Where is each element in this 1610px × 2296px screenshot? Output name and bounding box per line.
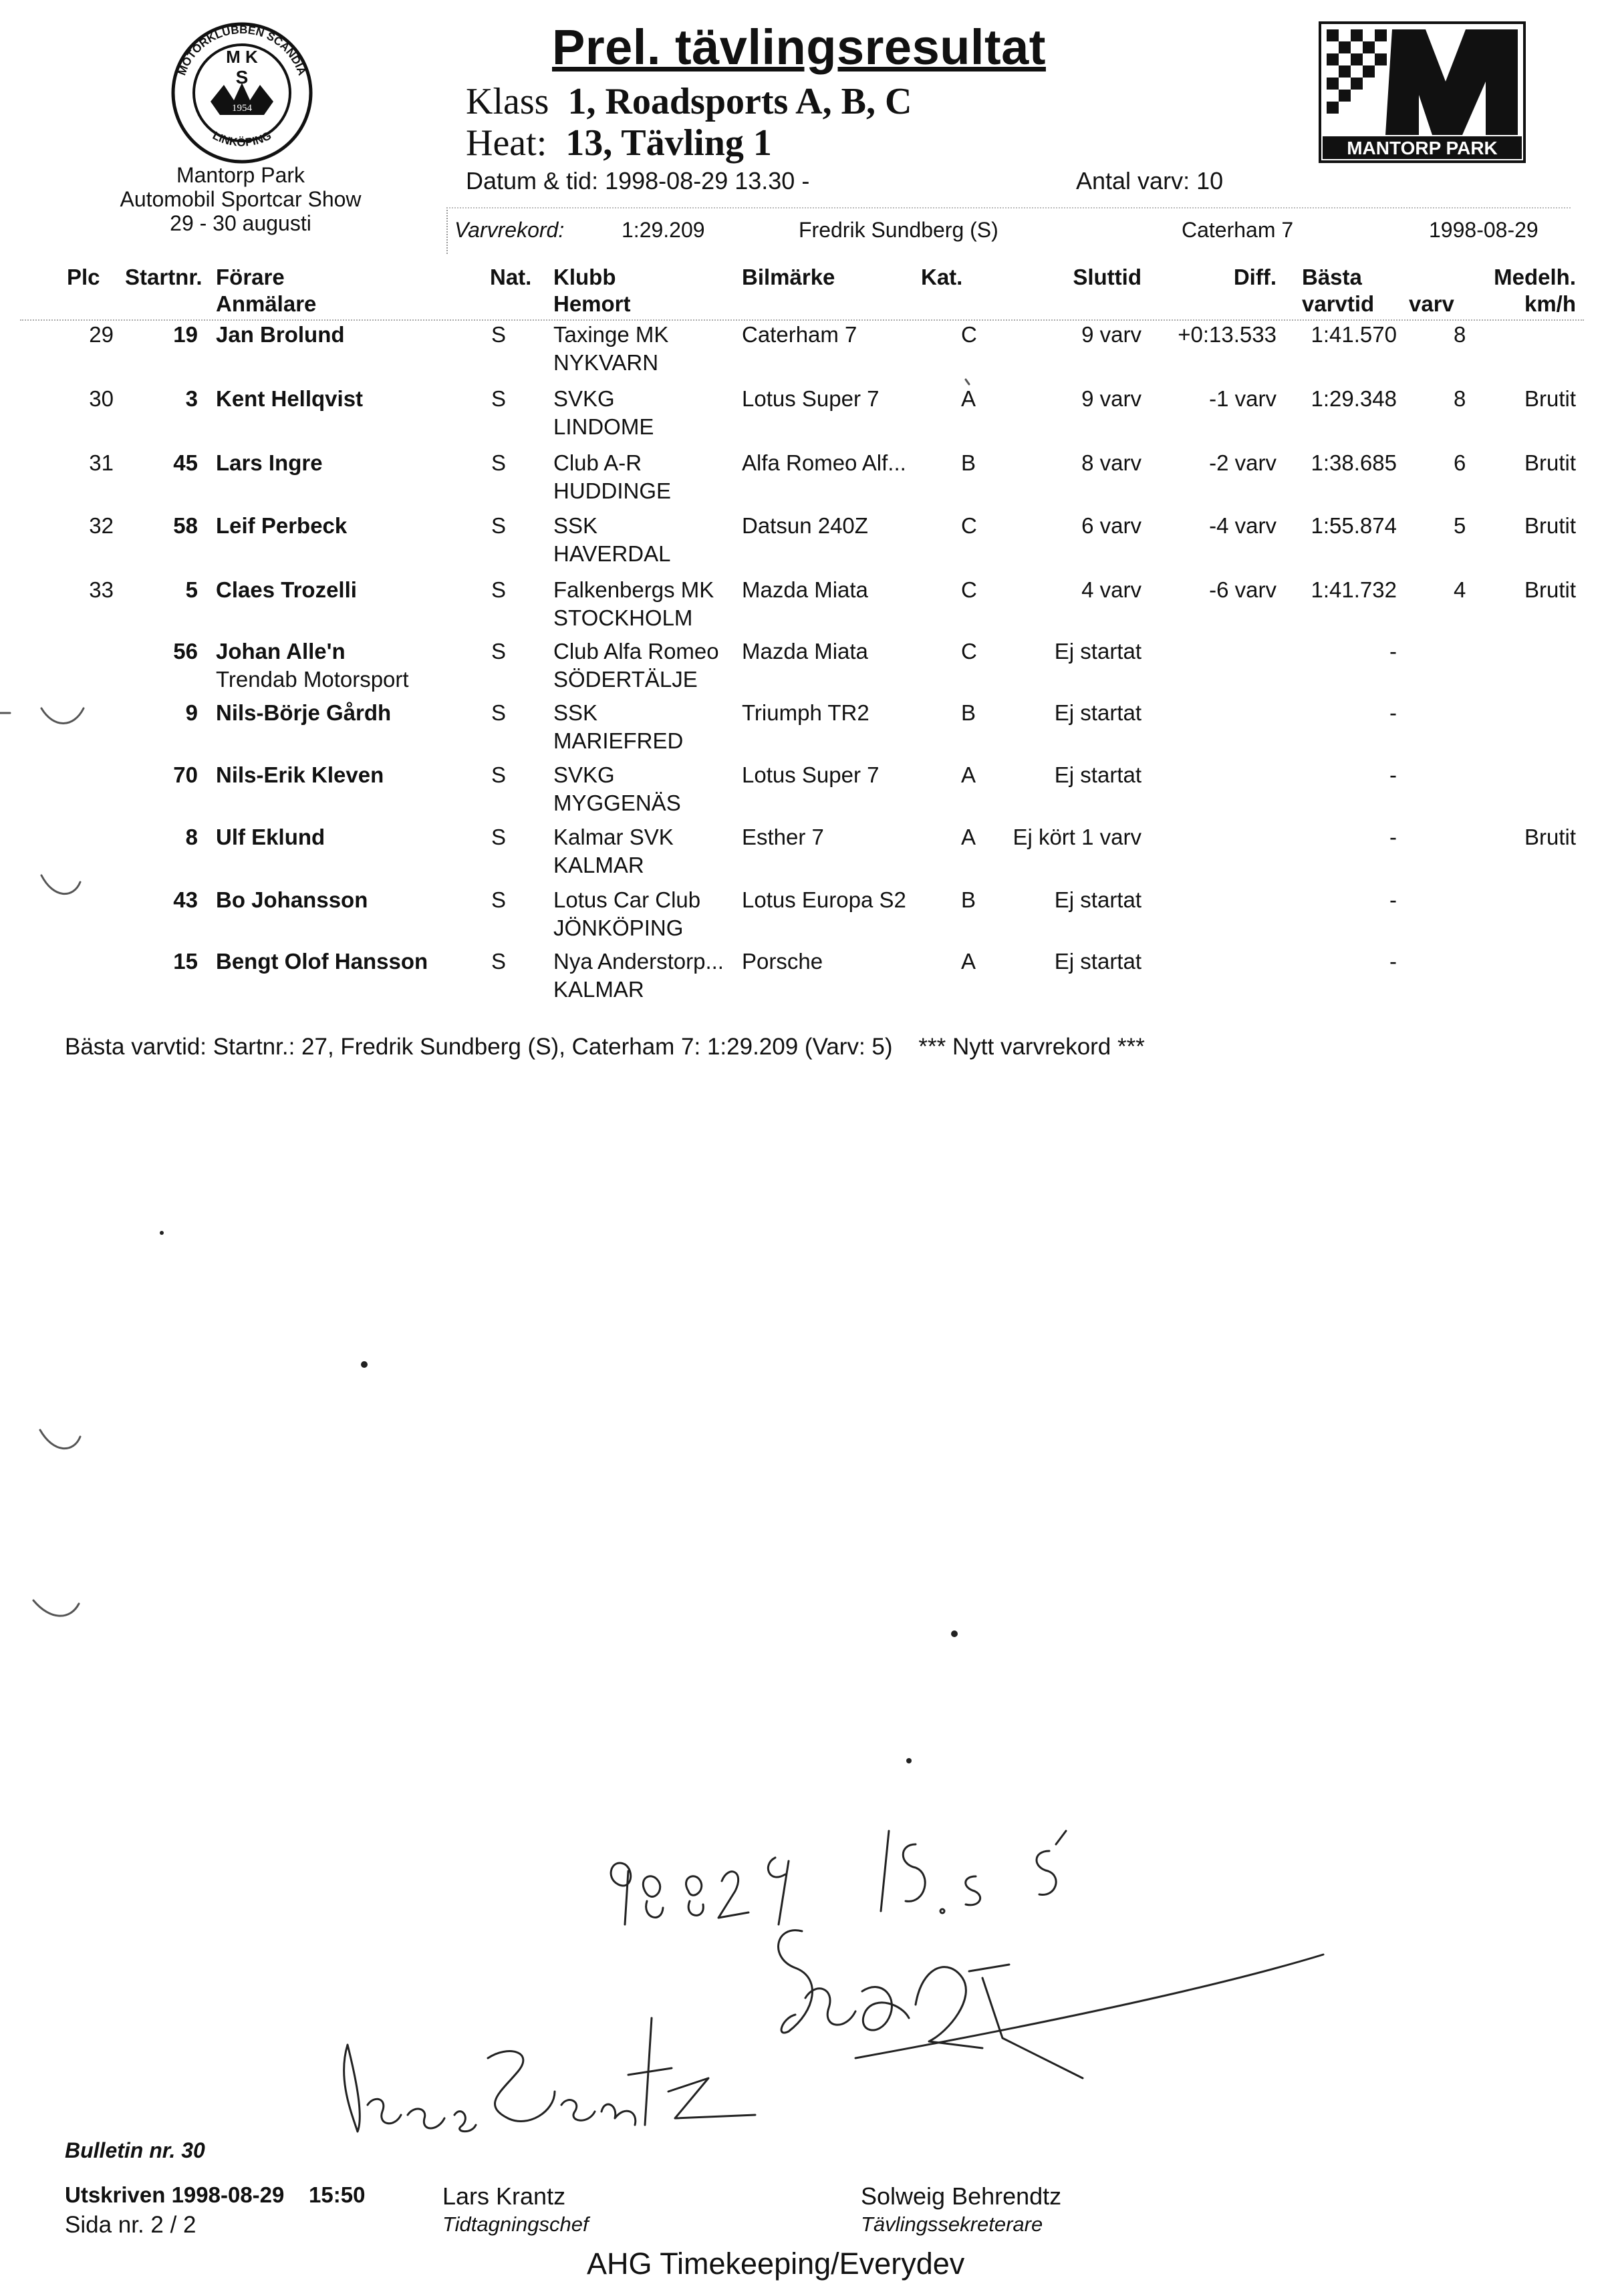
cell-kat: B — [961, 450, 976, 475]
cell-kat: A — [961, 386, 976, 411]
cell-nat: S — [491, 825, 507, 849]
cell-best-lap: - — [1389, 762, 1397, 787]
cell-driver: Leif Perbeck — [216, 513, 348, 538]
cell-nat: S — [491, 949, 507, 974]
signatory-2-name: Solweig Behrendtz — [861, 2182, 1062, 2210]
event-name: Automobil Sportcar Show — [120, 187, 362, 211]
cell-sluttid: 6 varv — [1081, 513, 1142, 538]
col-kmh: km/h — [1524, 291, 1576, 316]
stray-mark — [966, 380, 969, 384]
page-number: Sida nr. 2 / 2 — [65, 2212, 196, 2238]
cell-sluttid: 9 varv — [1081, 322, 1142, 347]
col-startnr: Startnr. — [125, 265, 203, 289]
cell-driver: Nils-Börje Gårdh — [216, 700, 392, 725]
event-dates: 29 - 30 augusti — [170, 211, 311, 235]
cell-avg-speed: Brutit — [1524, 577, 1576, 602]
svg-text:LINKÖPING: LINKÖPING — [210, 129, 274, 149]
cell-plc: 32 — [89, 513, 114, 538]
venue-name: Mantorp Park — [176, 163, 305, 187]
cell-nat: S — [491, 639, 507, 664]
svg-text:1954: 1954 — [232, 103, 252, 114]
col-kat: Kat. — [921, 265, 963, 289]
cell-town: MYGGENÄS — [553, 791, 681, 815]
cell-diff: -4 varv — [1209, 513, 1277, 538]
cell-town: SÖDERTÄLJE — [553, 667, 698, 692]
col-diff: Diff. — [1233, 265, 1277, 289]
binder-hole-mark — [33, 1600, 79, 1616]
cell-club: Taxinge MK — [553, 322, 669, 347]
cell-startnr: 45 — [173, 450, 198, 475]
cell-club: Club Alfa Romeo — [553, 639, 719, 664]
cell-best-lap: - — [1389, 887, 1397, 912]
col-klubb: Klubb — [553, 265, 616, 289]
cell-town: MARIEFRED — [553, 728, 684, 753]
cell-driver: Bengt Olof Hansson — [216, 949, 428, 974]
cell-avg-speed: Brutit — [1524, 386, 1576, 411]
cell-town: KALMAR — [553, 853, 644, 877]
cell-best-lap: - — [1389, 949, 1397, 974]
cell-best-lap: 1:38.685 — [1311, 450, 1397, 475]
klass-label: Klass — [466, 81, 549, 122]
document-title: Prel. tävlingsresultat — [552, 19, 1046, 75]
cell-best-lap: 1:41.570 — [1311, 322, 1397, 347]
cell-driver: Bo Johansson — [216, 887, 368, 912]
cell-nat: S — [491, 322, 507, 347]
col-medelh: Medelh. — [1494, 265, 1576, 289]
cell-startnr: 19 — [173, 322, 198, 347]
handwritten-date-note — [611, 1831, 1066, 1924]
cell-kat: C — [961, 577, 977, 602]
cell-nat: S — [491, 577, 507, 602]
printed-timestamp: Utskriven 1998-08-29 15:50 — [65, 2182, 366, 2207]
stray-dot — [906, 1758, 912, 1763]
record-label: Varvrekord: — [454, 218, 565, 242]
stray-dot — [951, 1630, 958, 1637]
cell-best-lap-no: 8 — [1454, 386, 1466, 411]
cell-startnr: 9 — [185, 700, 198, 725]
cell-plc: 29 — [89, 322, 114, 347]
cell-best-lap: - — [1389, 639, 1397, 664]
cell-sluttid: Ej kört 1 varv — [1013, 825, 1142, 849]
cell-car: Lotus Europa S2 — [742, 887, 906, 912]
cell-club: SVKG — [553, 386, 615, 411]
cell-nat: S — [491, 386, 507, 411]
timekeeping-company: AHG Timekeeping/Everydev — [587, 2247, 965, 2281]
cell-kat: C — [961, 639, 977, 664]
cell-town: NYKVARN — [553, 350, 659, 375]
svg-text:MANTORP PARK: MANTORP PARK — [1347, 138, 1498, 158]
cell-car: Lotus Super 7 — [742, 386, 880, 411]
svg-text:MOTORKLUBBEN SCANDIA: MOTORKLUBBEN SCANDIA — [175, 23, 309, 78]
cell-club: SSK — [553, 700, 598, 725]
cell-car: Mazda Miata — [742, 639, 868, 664]
cell-car: Esther 7 — [742, 825, 824, 849]
binder-hole-mark — [41, 708, 84, 724]
cell-best-lap-no: 6 — [1454, 450, 1466, 475]
record-car: Caterham 7 — [1182, 218, 1294, 242]
heat-label: Heat: — [466, 122, 547, 164]
cell-nat: S — [491, 762, 507, 787]
cell-kat: B — [961, 700, 976, 725]
cell-plc: 30 — [89, 386, 114, 411]
cell-startnr: 70 — [173, 762, 198, 787]
binder-hole-mark — [40, 1430, 80, 1449]
cell-car: Lotus Super 7 — [742, 762, 880, 787]
cell-diff: -1 varv — [1209, 386, 1277, 411]
cell-diff: +0:13.533 — [1178, 322, 1277, 347]
cell-best-lap: 1:41.732 — [1311, 577, 1397, 602]
cell-car: Alfa Romeo Alf... — [742, 450, 906, 475]
col-forare: Förare — [216, 265, 285, 289]
cell-best-lap: 1:55.874 — [1311, 513, 1397, 538]
cell-plc: 33 — [89, 577, 114, 602]
cell-sluttid: 4 varv — [1081, 577, 1142, 602]
signatory-1-name: Lars Krantz — [442, 2182, 566, 2210]
cell-kat: A — [961, 825, 976, 849]
col-hemort: Hemort — [553, 291, 631, 316]
cell-driver: Nils-Erik Kleven — [216, 762, 384, 787]
cell-avg-speed: Brutit — [1524, 513, 1576, 538]
cell-diff: -6 varv — [1209, 577, 1277, 602]
cell-avg-speed: Brutit — [1524, 450, 1576, 475]
cell-sluttid: Ej startat — [1054, 887, 1142, 912]
cell-driver: Jan Brolund — [216, 322, 345, 347]
cell-town: KALMAR — [553, 977, 644, 1002]
svg-text:S: S — [235, 67, 249, 88]
cell-best-lap-no: 5 — [1454, 513, 1466, 538]
record-time: 1:29.209 — [622, 218, 705, 242]
cell-kat: A — [961, 762, 976, 787]
cell-car: Caterham 7 — [742, 322, 857, 347]
cell-club: SVKG — [553, 762, 615, 787]
cell-best-lap: - — [1389, 825, 1397, 849]
cell-nat: S — [491, 513, 507, 538]
cell-nat: S — [491, 887, 507, 912]
cell-car: Datsun 240Z — [742, 513, 868, 538]
cell-best-lap: 1:29.348 — [1311, 386, 1397, 411]
cell-town: JÖNKÖPING — [553, 915, 684, 940]
col-plc: Plc — [67, 265, 100, 289]
col-bilmarke: Bilmärke — [742, 265, 835, 289]
cell-avg-speed: Brutit — [1524, 825, 1576, 849]
cell-startnr: 15 — [173, 949, 198, 974]
col-varvtid: varvtid — [1302, 291, 1375, 316]
cell-club: Kalmar SVK — [553, 825, 674, 849]
cell-car: Triumph TR2 — [742, 700, 869, 725]
cell-sluttid: 8 varv — [1081, 450, 1142, 475]
col-sluttid: Sluttid — [1073, 265, 1142, 289]
cell-club: Lotus Car Club — [553, 887, 701, 912]
cell-startnr: 8 — [185, 825, 198, 849]
col-basta: Bästa — [1302, 265, 1362, 289]
best-lap-summary: Bästa varvtid: Startnr.: 27, Fredrik Sundberg (S), Caterham 7: 1:29.209 (Varv: 5) *** Nytt varvrekord *** — [65, 1034, 1145, 1060]
col-varv: varv — [1409, 291, 1454, 316]
cell-club: Falkenbergs MK — [553, 577, 714, 602]
cell-best-lap-no: 8 — [1454, 322, 1466, 347]
cell-town: HAVERDAL — [553, 541, 671, 566]
signature-solweig-behrendtz — [779, 1930, 1323, 2078]
cell-driver: Kent Hellqvist — [216, 386, 364, 411]
cell-town: HUDDINGE — [553, 478, 672, 503]
stray-dot — [361, 1361, 368, 1368]
cell-nat: S — [491, 450, 507, 475]
cell-best-lap-no: 4 — [1454, 577, 1466, 602]
bulletin-number: Bulletin nr. 30 — [65, 2138, 205, 2162]
col-nat: Nat. — [490, 265, 532, 289]
cell-plc: 31 — [89, 450, 114, 475]
date-time: Datum & tid: 1998-08-29 13.30 - — [466, 167, 810, 194]
cell-startnr: 58 — [173, 513, 198, 538]
cell-car: Mazda Miata — [742, 577, 868, 602]
signature-lars-krantz — [344, 2018, 755, 2132]
cell-sluttid: Ej startat — [1054, 762, 1142, 787]
cell-startnr: 5 — [185, 577, 198, 602]
cell-diff: -2 varv — [1209, 450, 1277, 475]
lap-count: Antal varv: 10 — [1076, 167, 1224, 194]
signatory-1-role: Tidtagningschef — [442, 2212, 589, 2236]
cell-club: SSK — [553, 513, 598, 538]
cell-kat: A — [961, 949, 976, 974]
binder-hole-mark — [41, 875, 80, 894]
cell-sluttid: Ej startat — [1054, 949, 1142, 974]
cell-entrant: Trendab Motorsport — [216, 667, 409, 692]
klass-value: 1, Roadsports A, B, C — [567, 81, 912, 122]
cell-sluttid: 9 varv — [1081, 386, 1142, 411]
record-driver: Fredrik Sundberg (S) — [799, 218, 998, 242]
cell-club: Nya Anderstorp... — [553, 949, 724, 974]
cell-driver: Ulf Eklund — [216, 825, 325, 849]
cell-kat: B — [961, 887, 976, 912]
stray-dot — [160, 1231, 164, 1235]
cell-driver: Lars Ingre — [216, 450, 323, 475]
cell-nat: S — [491, 700, 507, 725]
heat-value: 13, Tävling 1 — [565, 122, 772, 164]
record-date: 1998-08-29 — [1429, 218, 1538, 242]
cell-club: Club A-R — [553, 450, 642, 475]
cell-sluttid: Ej startat — [1054, 700, 1142, 725]
cell-driver: Claes Trozelli — [216, 577, 357, 602]
signatory-2-role: Tävlingssekreterare — [861, 2212, 1043, 2236]
cell-driver: Johan Alle'n — [216, 639, 346, 664]
cell-kat: C — [961, 513, 977, 538]
svg-text:M K: M K — [226, 47, 258, 67]
cell-startnr: 3 — [185, 386, 198, 411]
cell-startnr: 56 — [173, 639, 198, 664]
cell-sluttid: Ej startat — [1054, 639, 1142, 664]
col-anmalare: Anmälare — [216, 291, 317, 316]
cell-town: LINDOME — [553, 414, 654, 439]
cell-kat: C — [961, 322, 977, 347]
cell-best-lap: - — [1389, 700, 1397, 725]
cell-car: Porsche — [742, 949, 823, 974]
cell-town: STOCKHOLM — [553, 605, 693, 630]
cell-startnr: 43 — [173, 887, 198, 912]
